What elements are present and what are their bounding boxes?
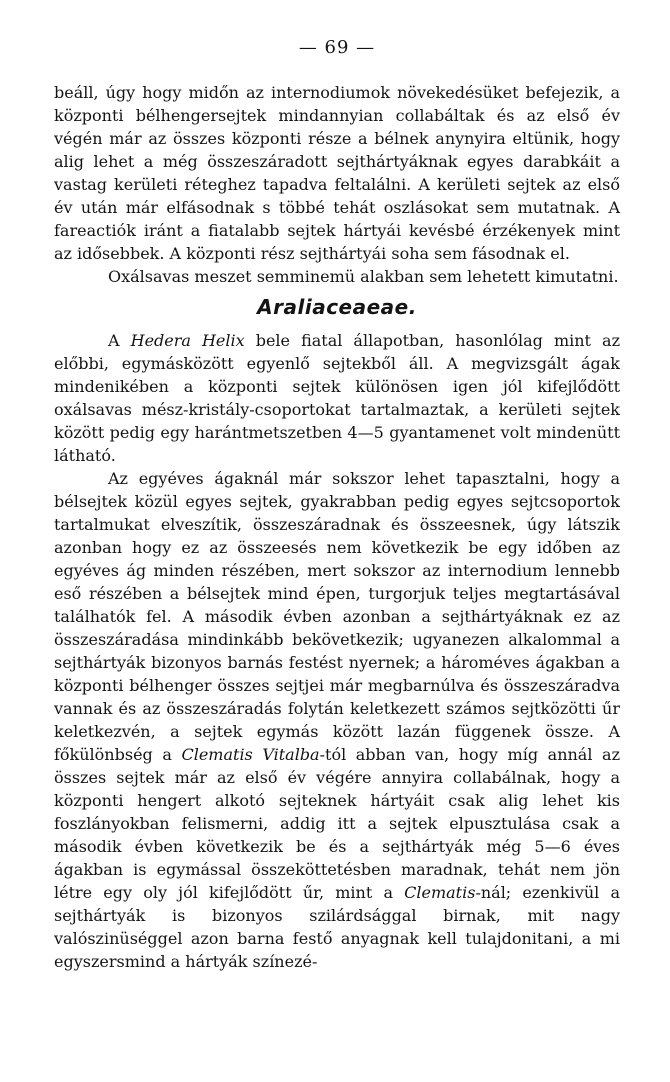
paragraph <box>54 467 620 973</box>
italic-term: Hedera Helix <box>130 331 245 350</box>
paragraph-text: A <box>108 331 131 350</box>
paragraph-text: -nál; ezenkivül a sejthártyák is bizonyos szilárdsággal birnak, mit nagy valószinüséggel azon barna festő anyagnak kell tulajdonitani, a mi egyszersmind a hártyák színezé- <box>54 883 620 971</box>
paragraph-text: beáll, úgy hogy midőn az internodiumok növekedésüket befejezik, a központi bélhengersejtek mindannyian collabáltak és az első év végén már az összes központi része a bélnek anynyira eltünik, hogy alig lehet a még összeszáradott sejthártyáknak egyes darabkáit a vastag kerületi réteghez tapadva feltalálni. A kerületi sejtek az első év után már elfásodnak s többé tehát oszlásokat sem mutatnak. A fareactiók iránt a fiatalabb sejtek hártyái kevésbé érzékenyek mint az idősebbek. A központi rész sejthártyái soha sem fásodnak el. <box>54 83 620 263</box>
paragraph <box>54 81 620 265</box>
paragraph-text: -tól abban van, hogy míg annál az összes sejtek már az első év végére annyira collabálnak, hogy a központi hengert alkotó sejteknek hártyáit csak alig lehet kis foszlányokban felismerni, addig itt a sejtek elpusztulása csak a második évben következik be és a sejthártyák még 5—6 éves ágakban is egymással összeköttetésben maradnak, tehát nem jön létre egy oly jól kifejlődött űr, mint a <box>54 745 621 902</box>
italic-term: Clematis <box>404 883 476 902</box>
paragraph <box>54 329 620 467</box>
section-heading: Araliaceaeae. <box>257 295 417 319</box>
italic-term: Clematis Vitalba <box>181 745 320 764</box>
text-block-before-heading <box>54 81 620 288</box>
paragraph-text: bele fiatal állapotban, hasonlólag mint az előbbi, egymásközött egyenlő sejtekből áll. A megvizsgált ágak mindenikében a központi sejtek különösen igen jól kifejlődött oxálsavas mész-kristály-csoportokat tartalmaztak, a kerületi sejtek között pedig egy harántmetszetben 4—5 gyantamenet volt mindenütt látható. <box>54 331 621 465</box>
paragraph <box>54 265 620 288</box>
text-block-after-heading <box>54 329 620 973</box>
paragraph-text: Oxálsavas meszet semminemü alakban sem lehetett kimutatni. <box>108 267 619 286</box>
book-page <box>54 36 620 973</box>
page-number: — 69 — <box>298 37 376 58</box>
paragraph-text: Az egyéves ágaknál már sokszor lehet tapasztalni, hogy a bélsejtek közül egyes sejtek, gyakrabban pedig egyes sejtcsoportok tartalmukat elveszítik, összeszáradnak és összeesnek, úgy látszik azonban hogy ez az összeesés nem következik be egy időben az egyéves ág minden részében, mert sokszor az internodium lennebb eső részében a bélsejtek mind épen, turgorjuk teljes megtartásával találhatók fel. A második évben azonban a sejthártyáknak ez az összeszáradása mindinkább bekövetkezik; ugyanezen alkalommal a sejthártyák bizonyos barnás festést nyernek; a hároméves ágakban a központi bélhenger összes sejtjei már megbarnúlva és összeszáradva vannak és az összeszáradás folytán keletkezett számos sejtközötti űr keletkezvén, a sejtek egymás között lazán függenek össze. A főkülönbség a <box>54 469 620 764</box>
